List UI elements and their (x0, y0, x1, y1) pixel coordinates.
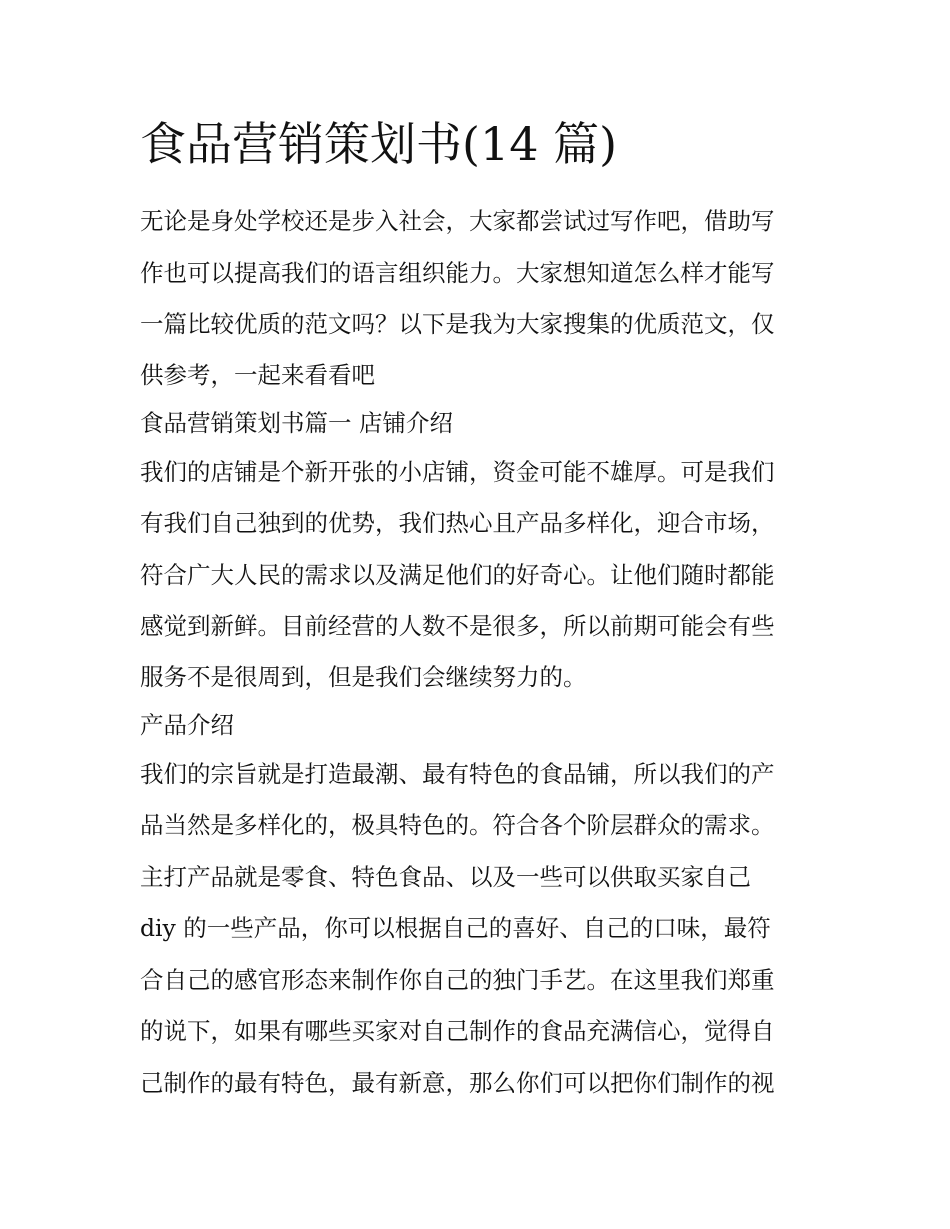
body-line: 作也可以提高我们的语言组织能力。大家想知道怎么样才能写 (140, 258, 775, 287)
body-line: 符合广大人民的需求以及满足他们的好奇心。让他们随时都能 (140, 560, 775, 589)
body-line: 的说下，如果有哪些买家对自己制作的食品充满信心，觉得自 (140, 1017, 775, 1045)
body-line: 有我们自己独到的优势，我们热心且产品多样化，迎合市场， (140, 509, 775, 537)
body-line: 一篇比较优质的范文吗？以下是我为大家搜集的优质范文，仅 (140, 310, 775, 338)
body-line: 己制作的最有特色，最有新意，那么你们可以把你们制作的视 (140, 1068, 775, 1097)
section-heading: 产品介绍 (140, 710, 234, 739)
body-line: diy 的一些产品，你可以根据自己的喜好、自己的口味，最符 (140, 914, 771, 942)
body-line: 服务不是很周到，但是我们会继续努力的。 (140, 662, 587, 691)
body-line: 供参考，一起来看看吧 (140, 360, 375, 389)
body-line: 主打产品就是零食、特色食品、以及一些可以供取买家自己 (140, 862, 751, 891)
body-line: 合自己的感官形态来制作你自己的独门手艺。在这里我们郑重 (140, 965, 775, 994)
body-line: 品当然是多样化的，极具特色的。符合各个阶层群众的需求。 (140, 811, 775, 839)
body-line: 无论是身处学校还是步入社会，大家都尝试过写作吧，借助写 (140, 207, 775, 235)
document-page (140, 112, 815, 1109)
document-title: 食品营销策划书(14 篇) (140, 117, 618, 171)
body-line: 感觉到新鲜。目前经营的人数不是很多，所以前期可能会有些 (140, 612, 775, 640)
section-heading: 食品营销策划书篇一 店铺介绍 (140, 408, 453, 437)
body-line: 我们的宗旨就是打造最潮、最有特色的食品铺，所以我们的产 (140, 759, 775, 788)
body-line: 我们的店铺是个新开张的小店铺，资金可能不雄厚。可是我们 (140, 457, 775, 486)
document-body (140, 196, 815, 1109)
